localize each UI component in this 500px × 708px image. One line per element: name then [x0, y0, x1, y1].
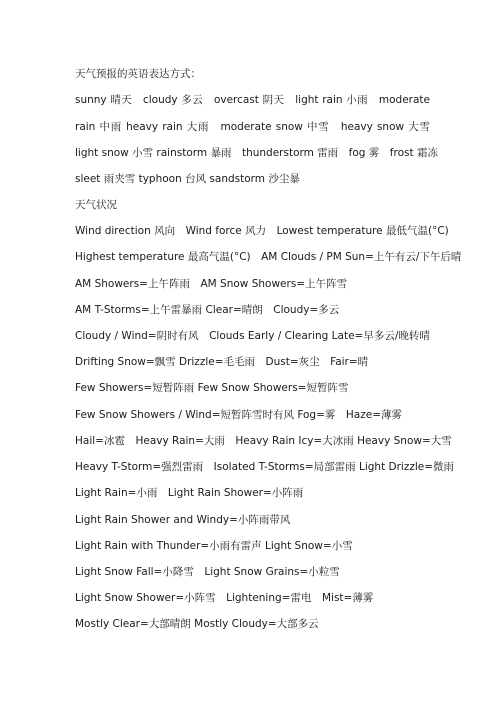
doc-line: Few Showers=短暂阵雨 Few Snow Showers=短暂阵雪: [75, 382, 349, 394]
doc-heading-weather-forecast: 天气预报的英语表达方式：: [75, 68, 201, 80]
doc-line: Light Rain=小雨 Light Rain Shower=小阵雨: [75, 487, 304, 499]
doc-line: light snow 小雪 rainstorm 暴雨 thunderstorm 雷雨 fog 雾 frost 霜冻: [75, 147, 438, 159]
doc-line: Heavy T-Storm=强烈雷雨 Isolated T-Storms=局部雷雨 Light Drizzle=微雨: [75, 461, 455, 473]
doc-line: Highest temperature 最高气温(°C) AM Clouds / PM Sun=上午有云/下午后晴: [75, 251, 462, 263]
doc-line: Wind direction 风向 Wind force 风力 Lowest temperature 最低气温(°C): [75, 225, 449, 237]
doc-line: rain 中雨 heavy rain 大雨 moderate snow 中雪 heavy snow 大雪: [75, 121, 430, 133]
doc-line: AM Showers=上午阵雨 AM Snow Showers=上午阵雪: [75, 278, 348, 290]
doc-line: Light Rain with Thunder=小雨有雷声 Light Snow=小雪: [75, 540, 353, 552]
doc-line: Light Rain Shower and Windy=小阵雨带风: [75, 514, 291, 526]
doc-line: sleet 雨夹雪 typhoon 台风 sandstorm 沙尘暴: [75, 173, 300, 185]
doc-line: Mostly Clear=大部晴朗 Mostly Cloudy=大部多云: [75, 618, 319, 630]
doc-line: Light Snow Shower=小阵雪 Lightening=雷电 Mist=薄雾: [75, 592, 374, 604]
doc-line: Cloudy / Wind=阴时有风 Clouds Early / Clearing Late=早多云/晚转晴: [75, 330, 430, 342]
doc-line: Drifting Snow=飘雪 Drizzle=毛毛雨 Dust=灰尘 Fair=晴: [75, 356, 369, 368]
doc-line: Light Snow Fall=小降雪 Light Snow Grains=小粒雪: [75, 566, 340, 578]
doc-heading-weather-conditions: 天气状况: [75, 199, 117, 211]
doc-line: AM T-Storms=上午雷暴雨 Clear=晴朗 Cloudy=多云: [75, 304, 340, 316]
doc-line: sunny 晴天 cloudy 多云 overcast 阴天 light rain 小雨 moderate: [75, 94, 430, 106]
doc-line: Hail=冰雹 Heavy Rain=大雨 Heavy Rain Icy=大冰雨 Heavy Snow=大雪: [75, 435, 452, 447]
doc-line: Few Snow Showers / Wind=短暂阵雪时有风 Fog=雾 Haze=薄雾: [75, 409, 402, 421]
